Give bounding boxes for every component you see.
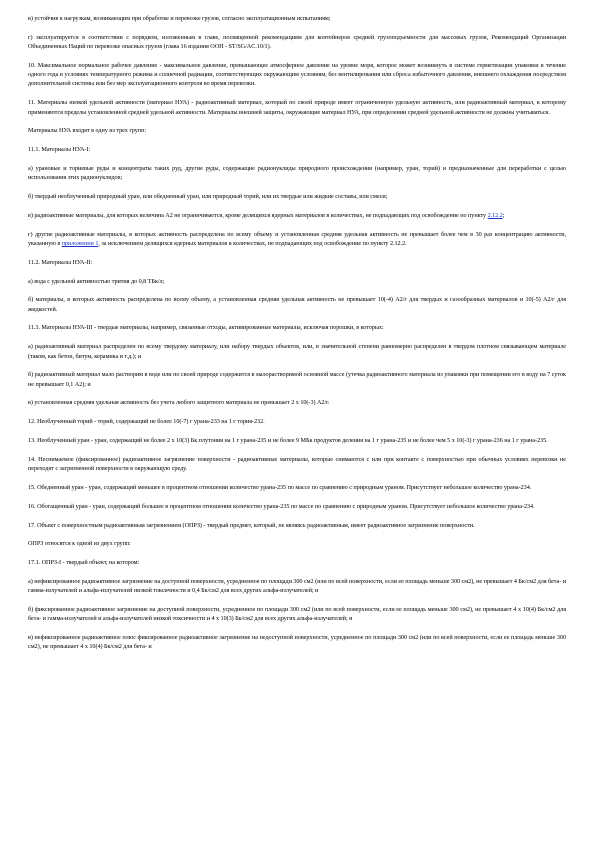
paragraph [28, 98, 566, 117]
paragraph-text: 16. Обогащенный уран - уран, содержащий большее в процентном отношении количество урана-235 по массе по сравнению с природным ураном. Присутствует небольшое количество урана-234. [28, 502, 535, 510]
paragraph [28, 483, 566, 492]
paragraph-text: 17. Объект с поверхностным радиоактивным загрязнением (ОПРЗ) - твердый предмет, который, не являясь радиоактивным, имеет радиоактивное загрязнение поверхности. [28, 521, 475, 529]
paragraph [28, 455, 566, 474]
paragraph-text: а) урановые и ториевые руды и концентраты таких руд, другие руды, содержащие радионуклиды природного происхождения (например, уран, торий) и предназначенные для переработки с целью использования этих радионуклидов; [28, 164, 566, 182]
cross-reference-link[interactable]: приложении 1 [61, 239, 99, 247]
paragraph-text-continued: ; [502, 211, 505, 219]
paragraph [28, 502, 566, 511]
paragraph-text: 11.2. Материалы НУА-II: [28, 258, 93, 266]
paragraph [28, 211, 566, 220]
paragraph [28, 436, 566, 445]
paragraph [28, 539, 566, 548]
document-body [28, 14, 566, 661]
paragraph-text: в) установленная средняя удельная активность без учета любого защитного материала не превышает 2 х 10(-3) А2/г. [28, 399, 330, 407]
paragraph-text: 11.1. Материалы НУА-I: [28, 146, 91, 154]
paragraph [28, 558, 566, 567]
paragraph [28, 33, 566, 52]
paragraph [28, 14, 566, 23]
paragraph-text: 15. Обедненный уран - уран, содержащий меньшее в процентном отношении количество урана-235 по массе по сравнению с природным ураном. Присутствует небольшое количество урана-234. [28, 483, 532, 491]
paragraph-text: 17.1. ОПРЗ-I - твердый объект, на котором: [28, 559, 140, 567]
paragraph-text: в) радиоактивные материалы, для которых величина А2 не ограничивается, кроме делящихся ядерных материалов в количествах, не подпадающих под освобождение по пункту [28, 211, 488, 219]
paragraph [28, 61, 566, 89]
paragraph [28, 192, 566, 201]
paragraph-text: а) нефиксированное радиоактивное загрязнение на доступной поверхности, усредненное по площади 300 см2 (или по всей поверхности, если ее площадь меньше 300 см2), не превышает 4 Бк/см2 для бета- и гамма-излучателей и альфа-излучателей низкой токсичности и 0,4 Бк/см2 для всех других альфа-излучателей; и [28, 577, 566, 595]
paragraph-text: г) эксплуатируется в соответствии с порядком, изложенным в главе, посвященной рекомендациям для контейнеров средней грузоподъемности для массовых грузов, Рекомендаций Организации Объединенных Наций по перевозке опасных грузов (глава 16 издания ООН - ST/SG/AC.10/1). [28, 33, 566, 51]
paragraph-text: а) радиоактивный материал распределен по всему твердому материалу, или набору твердых объектов, или, в значительной степени равномерно распределен в твердом плотном связывающем материале (таком, как бетон, битум, керамика и т.д.); и [28, 343, 566, 360]
paragraph-text: 12. Необлученный торий - торий, содержащий не более 10(-7) г урана-233 на 1 г тория-232. [28, 418, 265, 426]
paragraph-text-continued: , за исключением делящихся ядерных материалов в количествах, не подпадающих под освобождение по пункту 2.12.2. [98, 239, 407, 247]
paragraph [28, 164, 566, 183]
paragraph-text: в) нефиксированное радиоактивное плюс фиксированное радиоактивное загрязнение на недоступной поверхности, усредненное по площади 300 см2 (или по всей поверхности, если ее площадь меньше 300 см2), не превышает 4 х 10(4) Бк/см2 для бета- и [28, 634, 566, 651]
paragraph [28, 633, 566, 652]
paragraph-text: Материалы НУА входят в одну из трех групп: [28, 127, 147, 135]
paragraph [28, 295, 566, 314]
paragraph [28, 277, 566, 286]
paragraph [28, 342, 566, 361]
paragraph [28, 417, 566, 426]
cross-reference-link[interactable]: 2.12.2 [487, 211, 503, 219]
paragraph-text: в) устойчив к нагрузкам, возникающим при обработке и перевозке грузов, согласно эксплуатационным испытаниям; [28, 15, 331, 22]
paragraph-text: 11.3. Материалы НУА-III - твердые материалы, например, связанные отходы, активированные материалы, исключая порошки, в которых: [28, 324, 384, 332]
paragraph [28, 370, 566, 389]
paragraph [28, 577, 566, 596]
paragraph-text: а) вода с удельной активностью трития до 0,8 ТБк/л; [28, 277, 165, 285]
paragraph-text: 13. Необлученный уран - уран, содержащий не более 2 х 10(3) Бк плутония на 1 г урана-235 и не более 9 МБк продуктов деления на 1 г урана-235 и не более чем 5 х 10(-3) г урана-236 на 1 г урана-235. [28, 437, 548, 445]
paragraph [28, 605, 566, 624]
paragraph-text: 14. Неснимаемое (фиксированное) радиоактивное загрязнение поверхности - радиоактивные материалы, которые снимаются с или при контакте с поверхностью при обычных условиях перевозки не переходят с загрязненной поверхности в окружающую среду. [28, 455, 566, 473]
paragraph [28, 258, 566, 267]
paragraph-text: б) твердый необлученный природный уран, или обедненный уран, или природный торий, или их твердые или жидкие составы, или смеси; [28, 193, 388, 201]
paragraph [28, 398, 566, 407]
paragraph [28, 145, 566, 154]
paragraph [28, 126, 566, 135]
paragraph [28, 323, 566, 332]
paragraph-text: б) фиксированное радиоактивное загрязнение на доступной поверхности, усредненное по площади 300 см2 (или по всей поверхности, если ее площадь меньше 300 см2), не превышает 4 х 10(4) Бк/см2 для бета- и гамма-излучателей и альфа-излучателей низкой токсичности и 4 х 10(3) Бк/см2 для всех других альфа-излучателей; и [28, 605, 566, 623]
paragraph [28, 230, 566, 249]
paragraph-text: ОПРЗ относятся к одной из двух групп: [28, 540, 131, 548]
paragraph-text: 10. Максимальное нормальное рабочее давление - максимальное давление, превышающее атмосферное давление на уровне моря, которое может возникнуть в системе герметизации упаковки в течение одного года в условиях температурного режима и солнечной радиации, соответствующих окружающим условиям, без вентилирования или сброса избыточного давления, внешнего охлаждения посредством дополнительной системы или без мер эксплуатационного контроля во время перевозки. [28, 61, 566, 88]
paragraph-text: б) радиоактивный материал мало растворим в воде или по своей природе содержится в малорастворимой основной массе (утечка радиоактивного материала из упаковки при помещении его в воду на 7 суток не превышает 0,1 А2); и [28, 371, 566, 388]
paragraph-text: б) материалы, в которых активность распределена по всему объему, а установленная средняя удельная активность не превышает 10(-4) А2/г для твердых и газообразных материалов и 10(-5) А2/г для жидкостей. [28, 296, 566, 313]
paragraph-text: 11. Материалы низкой удельной активности (материал НУА) - радиоактивный материал, который по своей природе имеет ограниченную удельную активность, или радиоактивный материал, к которому применяются пределы установленной средней удельной активности. Материалы внешней защиты, окружающие материал НУА, при определении средней удельной активности не должны учитываться. [28, 99, 566, 116]
paragraph-text: г) другие радиоактивные материалы, в которых активность распределена по всему объему и установленная средняя удельная активность не превышает более чем в 30 раз концентрацию активности, указанную в [28, 230, 566, 247]
paragraph [28, 521, 566, 530]
